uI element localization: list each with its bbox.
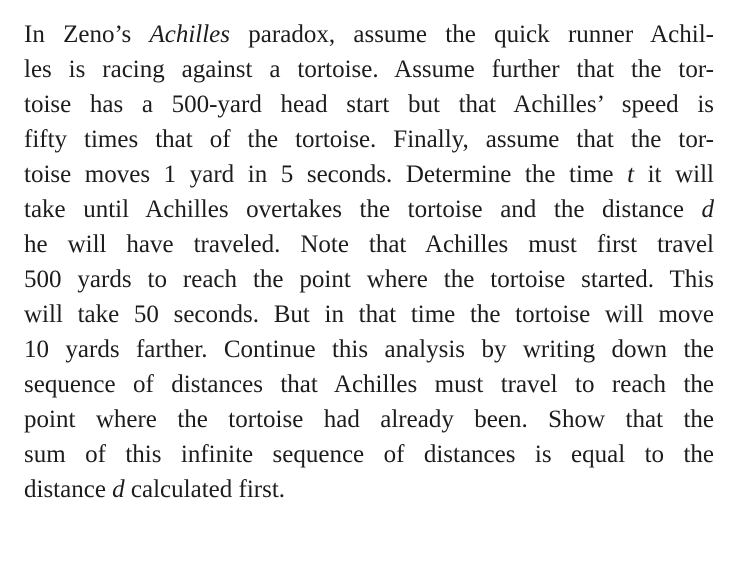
text-line <box>24 192 714 227</box>
text-line <box>24 262 714 297</box>
italic-variable-t: t <box>627 161 635 188</box>
text-line <box>24 227 714 262</box>
text-line <box>24 87 714 122</box>
line-text: sum of this infinite sequence of distances is equal to the <box>24 441 714 468</box>
italic-variable-d: d <box>701 196 714 223</box>
text-line <box>24 332 714 367</box>
line-text: fifty times that of the tortoise. Finally, assume that the tor- <box>24 126 714 153</box>
text-line <box>24 157 714 192</box>
text-line <box>24 472 714 507</box>
text-line <box>24 122 714 157</box>
text-line <box>24 17 714 52</box>
problem-paragraph <box>24 17 714 507</box>
line-text: will take 50 seconds. But in that time the tortoise will move <box>24 301 714 328</box>
line-text: toise moves 1 yard in 5 seconds. Determine the time <box>24 161 628 188</box>
line-text: toise has a 500-yard head start but that Achilles’ speed is <box>24 91 714 118</box>
line-text: it will <box>634 161 714 188</box>
line-text: 500 yards to reach the point where the tortoise started. This <box>24 266 714 293</box>
text-line <box>24 367 714 402</box>
italic-term: Achilles <box>149 21 230 48</box>
line-text: calculated first. <box>124 476 286 503</box>
line-text: he will have traveled. Note that Achilles must first travel <box>24 231 714 258</box>
italic-variable-d: d <box>112 476 125 503</box>
line-text: point where the tortoise had already been. Show that the <box>24 406 714 433</box>
text-line <box>24 402 714 437</box>
text-line <box>24 52 714 87</box>
line-text: distance <box>24 476 113 503</box>
line-text: take until Achilles overtakes the tortoise and the distance <box>24 196 702 223</box>
line-text: les is racing against a tortoise. Assume further that the tor- <box>24 56 714 83</box>
text-line <box>24 297 714 332</box>
line-text: sequence of distances that Achilles must travel to reach the <box>24 371 714 398</box>
line-text: In Zeno’s <box>24 21 150 48</box>
line-text: 10 yards farther. Continue this analysis by writing down the <box>24 336 714 363</box>
text-line <box>24 437 714 472</box>
line-text: paradox, assume the quick runner Achil- <box>230 21 714 48</box>
